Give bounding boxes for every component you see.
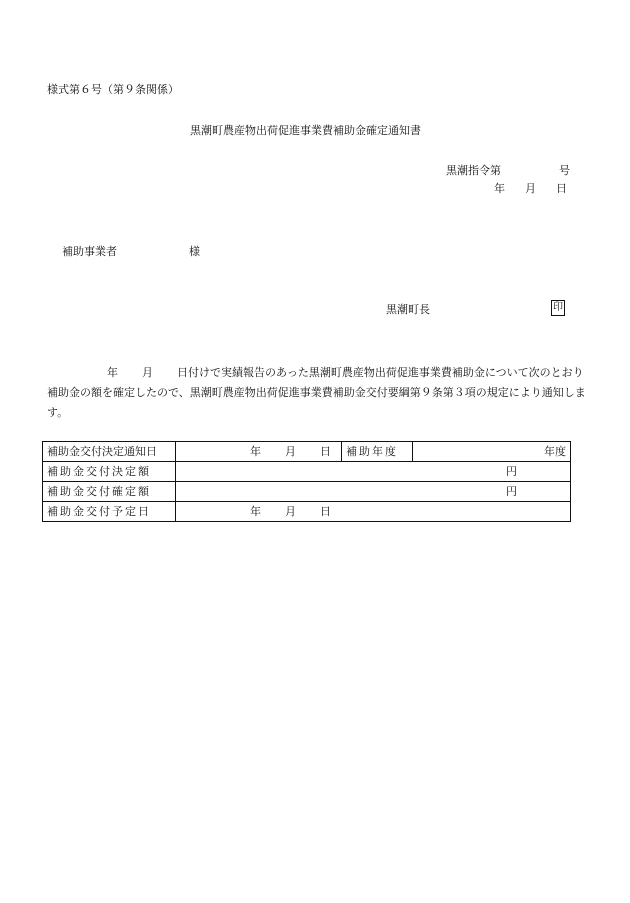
- summary-table: [42, 441, 571, 522]
- recipient-label: 補助事業者: [62, 245, 117, 258]
- row3-unit: 円: [176, 482, 571, 502]
- table-row: [43, 502, 571, 522]
- row4-date: [176, 502, 571, 522]
- body-text: 日付けで実績報告のあった黒潮町農産物出荷促進事業費補助金について次のとおり補助金の額を確定したので、黒潮町農産物出荷促進事業費補助金交付要綱第９条第３項の規定により通知します。: [47, 366, 586, 419]
- row1-label: 補助金交付決定通知日: [43, 442, 176, 462]
- row4-year: 年: [250, 505, 261, 518]
- date-day: 日: [556, 182, 567, 195]
- document-date: [494, 183, 567, 194]
- document-title: 黒潮町農産物出荷促進事業費補助金確定通知書: [190, 124, 421, 137]
- document-number: [446, 165, 570, 176]
- document-number-suffix: 号: [559, 164, 570, 177]
- body-month: 月: [142, 366, 153, 379]
- body-paragraph: [47, 363, 587, 423]
- document-number-prefix: 黒潮指令第: [446, 164, 501, 177]
- body-year: 年: [107, 366, 118, 379]
- seal-mark: 印: [551, 300, 565, 316]
- row3-label: 補助金交付確定額: [43, 482, 176, 502]
- table-row: [43, 442, 571, 462]
- issuer-name: 黒潮町長: [386, 303, 430, 316]
- row4-label: 補助金交付予定日: [43, 502, 176, 522]
- date-year: 年: [494, 182, 505, 195]
- row1-label2: 補助年度: [342, 442, 413, 462]
- recipient: [62, 246, 200, 257]
- table-row: [43, 462, 571, 482]
- row2-unit: 円: [176, 462, 571, 482]
- date-month: 月: [525, 182, 536, 195]
- row2-label: 補助金交付決定額: [43, 462, 176, 482]
- row4-month: 月: [285, 505, 296, 518]
- row1-value2: 年度: [413, 442, 571, 462]
- row1-year: 年: [250, 445, 261, 458]
- form-label: 様式第６号（第９条関係）: [47, 83, 179, 96]
- recipient-honorific: 様: [189, 245, 200, 258]
- row1-month: 月: [285, 445, 296, 458]
- table-row: [43, 482, 571, 502]
- row1-day: 日: [320, 445, 331, 458]
- row4-day: 日: [320, 505, 331, 518]
- row1-date: [176, 442, 342, 462]
